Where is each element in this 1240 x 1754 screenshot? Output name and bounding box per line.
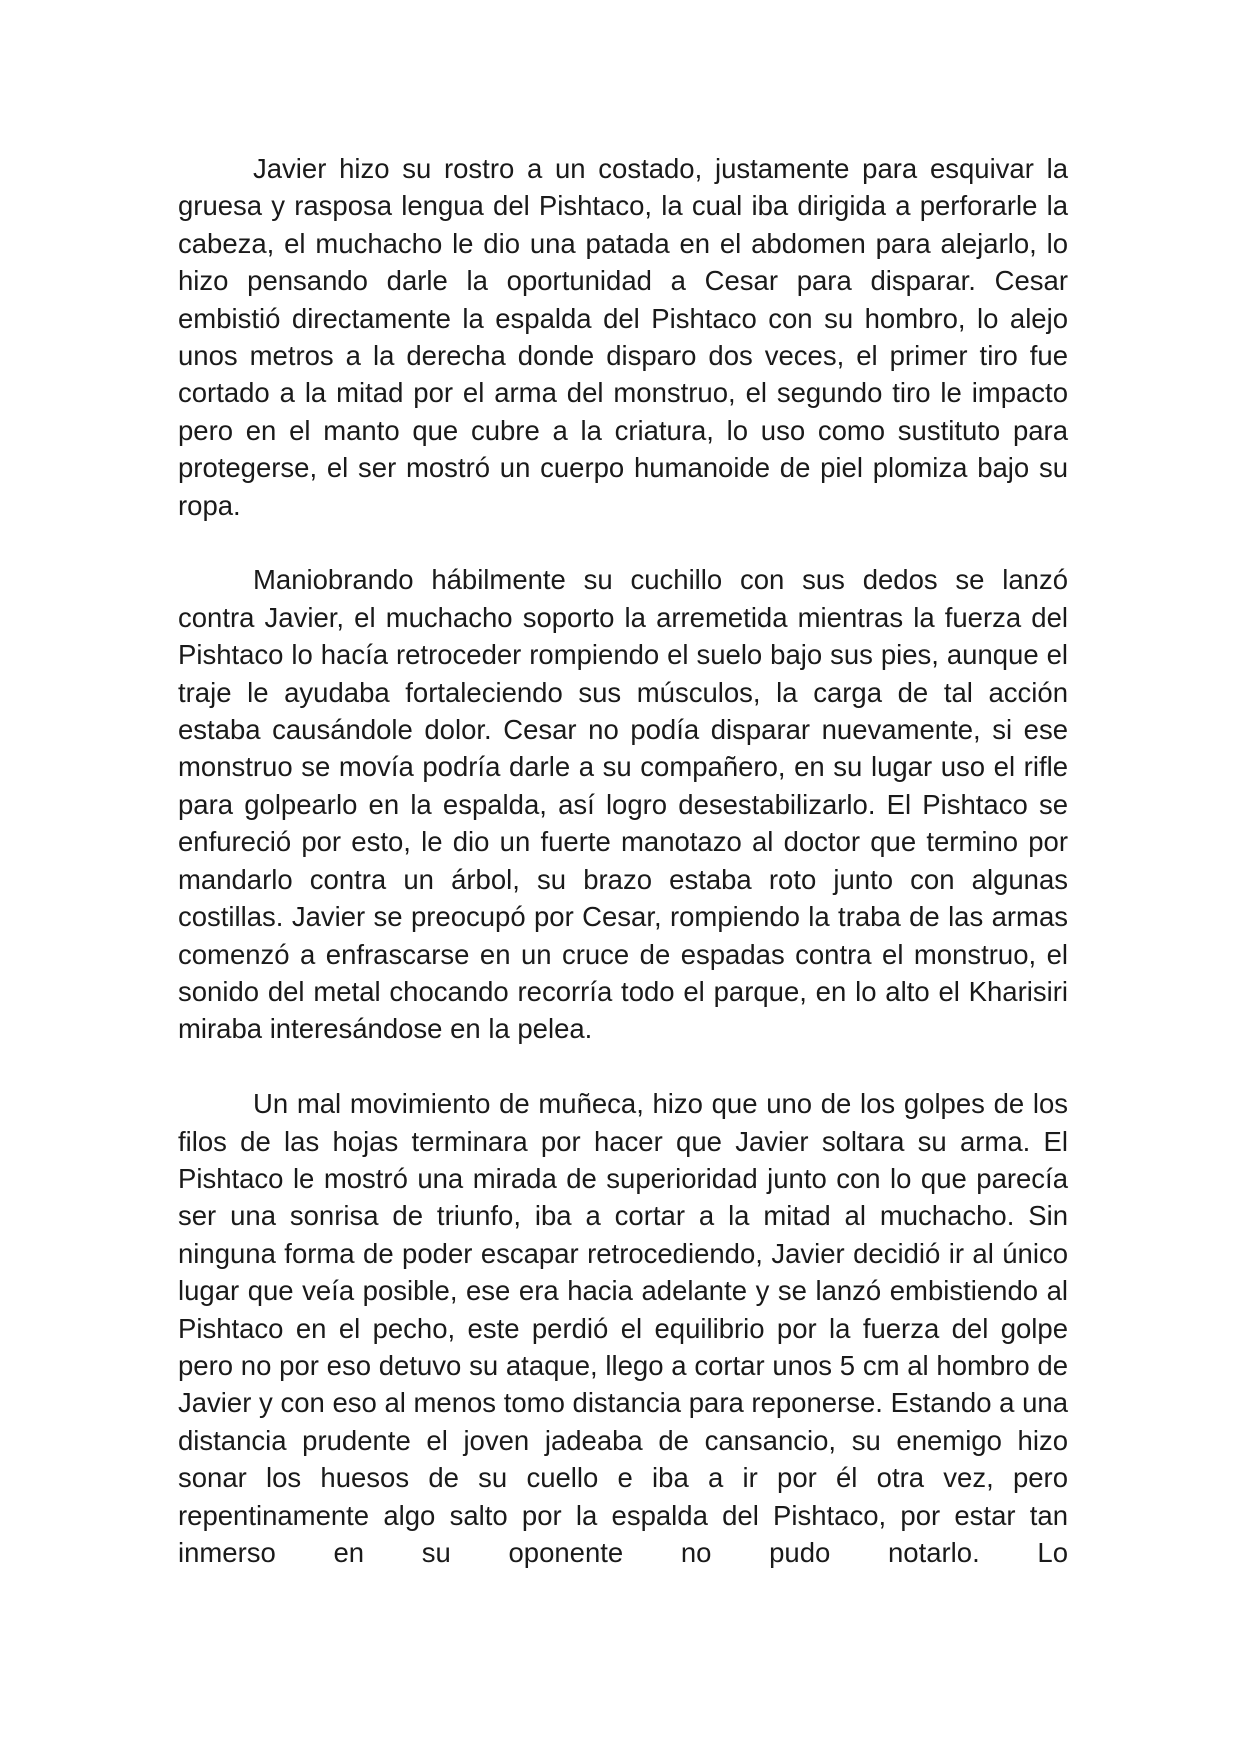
body-text <box>178 150 1068 1571</box>
paragraph-1: Javier hizo su rostro a un costado, justamente para esquivar la gruesa y rasposa lengua del Pishtaco, la cual iba dirigida a perforarle la cabeza, el muchacho le dio una patada en el abdomen para alejarlo, lo hizo pensando darle la oportunidad a Cesar para disparar. Cesar embistió directamente la espalda del Pishtaco con su hombro, lo alejo unos metros a la derecha donde disparo dos veces, el primer tiro fue cortado a la mitad por el arma del monstruo, el segundo tiro le impacto pero en el manto que cubre a la criatura, lo uso como sustituto para protegerse, el ser mostró un cuerpo humanoide de piel plomiza bajo su ropa. <box>178 153 1068 521</box>
paragraph-3: Un mal movimiento de muñeca, hizo que uno de los golpes de los filos de las hojas terminara por hacer que Javier soltara su arma. El Pishtaco le mostró una mirada de superioridad junto con lo que parecía ser una sonrisa de triunfo, iba a cortar a la mitad al muchacho. Sin ninguna forma de poder escapar retrocediendo, Javier decidió ir al único lugar que veía posible, ese era hacia adelante y se lanzó embistiendo al Pishtaco en el pecho, este perdió el equilibrio por la fuerza del golpe pero no por eso detuvo su ataque, llego a cortar unos 5 cm al hombro de Javier y con eso al menos tomo distancia para reponerse. Estando a una distancia prudente el joven jadeaba de cansancio, su enemigo hizo sonar los huesos de su cuello e iba a ir por él otra vez, pero repentinamente algo salto por la espalda del Pishtaco, por estar tan inmerso en su oponente no pudo notarlo. Lo <box>178 1088 1068 1568</box>
paragraph-2: Maniobrando hábilmente su cuchillo con sus dedos se lanzó contra Javier, el muchacho soporto la arremetida mientras la fuerza del Pishtaco lo hacía retroceder rompiendo el suelo bajo sus pies, aunque el traje le ayudaba fortaleciendo sus músculos, la carga de tal acción estaba causándole dolor. Cesar no podía disparar nuevamente, si ese monstruo se movía podría darle a su compañero, en su lugar uso el rifle para golpearlo en la espalda, así logro desestabilizarlo. El Pishtaco se enfureció por esto, le dio un fuerte manotazo al doctor que termino por mandarlo contra un árbol, su brazo estaba roto junto con algunas costillas. Javier se preocupó por Cesar, rompiendo la traba de las armas comenzó a enfrascarse en un cruce de espadas contra el monstruo, el sonido del metal chocando recorría todo el parque, en lo alto el Kharisiri miraba interesándose en la pelea. <box>178 564 1068 1045</box>
